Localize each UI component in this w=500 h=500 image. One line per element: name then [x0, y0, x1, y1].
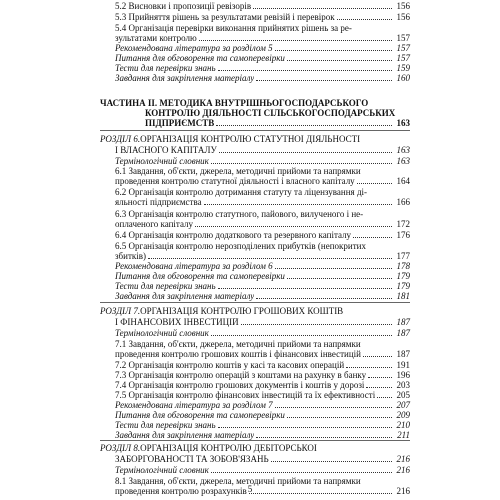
dot-leader	[218, 69, 392, 71]
toc-page-number: 178	[396, 261, 410, 271]
toc-page-number: 163	[396, 156, 410, 166]
toc-page-number: 157	[396, 33, 410, 43]
toc-entry-title: Питання для обговорення та самоперевірки	[115, 411, 285, 420]
part-heading: ЧАСТИНА II. МЕТОДИКА ВНУТРІШНЬОГОСПОДАРСЬКОГО	[100, 98, 369, 108]
toc-entry[interactable]	[115, 157, 410, 166]
chapter-title: ОРГАНІЗАЦІЯ КОНТРОЛЮ ДЕБІТОРСЬКОЇ	[140, 444, 317, 453]
toc-entry-title: 7.1 Завдання, об'єкти, джерела, методичні прийоми та напрямки	[115, 340, 361, 349]
toc-page-number: 156	[396, 1, 410, 11]
dot-leader	[377, 396, 392, 398]
toc-page-number: 159	[396, 63, 410, 73]
toc-entry-title: Термінологічний словник	[115, 466, 209, 475]
toc-entry-title: Рекомендована література за розділом 6	[115, 262, 273, 271]
toc-entry[interactable]	[115, 421, 410, 430]
chapter-heading[interactable]	[115, 146, 410, 155]
toc-entry[interactable]	[115, 64, 410, 73]
toc-entry[interactable]	[115, 431, 410, 440]
dot-leader	[253, 7, 392, 9]
toc-entry[interactable]	[115, 220, 410, 229]
toc-page-number: 187	[396, 317, 410, 327]
toc-entry-title: Тести для перевірки знань	[115, 421, 216, 430]
toc-entry-title: Завдання для закріплення матеріалу	[115, 292, 255, 301]
toc-entry[interactable]	[115, 340, 410, 349]
toc-entry[interactable]	[115, 391, 410, 400]
dot-leader	[256, 79, 392, 81]
dot-leader	[275, 406, 392, 408]
toc-entry-title: 7.4 Організація контролю грошових документів і коштів у дорозі	[115, 381, 365, 390]
chapter-label: РОЗДІЛ 8.	[100, 444, 141, 453]
toc-entry[interactable]	[115, 74, 410, 83]
dot-leader	[256, 436, 392, 438]
chapter-heading[interactable]	[100, 135, 410, 144]
toc-entry-title: зультатами контролю	[115, 34, 197, 43]
toc-page-number: 156	[396, 12, 410, 22]
toc-page-number: 176	[396, 230, 410, 240]
toc-entry[interactable]	[115, 54, 410, 63]
toc-entry[interactable]	[115, 371, 410, 380]
page-number: 5	[247, 484, 253, 494]
dot-leader	[368, 376, 392, 378]
toc-entry-title: 6.1 Завдання, об'єкти, джерела, методичні прийоми та напрямки	[115, 167, 361, 176]
toc-entry-title: Завдання для закріплення матеріалу	[115, 74, 255, 83]
dot-leader	[218, 426, 392, 428]
section-divider	[100, 130, 410, 131]
dot-leader	[204, 203, 392, 205]
chapter-heading[interactable]	[115, 318, 410, 327]
toc-entry-title: проведення контролю грошових коштів і фінансових інвестицій	[115, 350, 361, 359]
toc-page-number: 163	[396, 118, 410, 128]
toc-entry[interactable]	[115, 262, 410, 271]
dot-leader	[256, 297, 392, 299]
dot-leader	[195, 225, 392, 227]
toc-entry[interactable]	[115, 242, 410, 251]
dot-leader	[366, 386, 392, 388]
dot-leader	[211, 162, 392, 164]
toc-entry-title: Завдання для закріплення матеріалу	[115, 431, 255, 440]
toc-entry[interactable]	[115, 361, 410, 370]
toc-entry[interactable]	[115, 24, 410, 33]
toc-page-number: 203	[396, 380, 410, 390]
toc-entry[interactable]	[115, 177, 410, 186]
toc-page-number: 181	[396, 291, 410, 301]
toc-entry-title: 5.2 Висновки і пропозиції ревізорів	[115, 2, 252, 11]
toc-entry-title: збитків)	[115, 252, 147, 261]
chapter-title: І ФІНАНСОВИХ ІНВЕСТИЦІЙ	[115, 318, 239, 327]
toc-entry-title: 7.5 Організація контролю фінансових інвестицій та їх ефективності	[115, 391, 376, 400]
toc-entry[interactable]	[115, 282, 410, 291]
toc-page-number: 177	[396, 251, 410, 261]
toc-entry[interactable]	[115, 401, 410, 410]
toc-page-number: 196	[396, 370, 410, 380]
toc-page-number: 205	[396, 390, 410, 400]
toc-entry[interactable]	[115, 466, 410, 475]
toc-entry[interactable]	[115, 231, 410, 240]
toc-page-number: 163	[396, 145, 410, 155]
toc-entry[interactable]	[115, 2, 410, 11]
toc-entry-title: яльності підприємства	[115, 198, 202, 207]
dot-leader	[148, 257, 392, 259]
chapter-title: І ВЛАСНОГО КАПІТАЛУ	[115, 146, 217, 155]
toc-page-number: 179	[396, 271, 410, 281]
toc-page-number: 160	[396, 73, 410, 83]
toc-page-number: 187	[396, 328, 410, 338]
toc-entry[interactable]	[115, 188, 410, 197]
toc-entry[interactable]	[115, 252, 410, 261]
toc-entry-title: 5.4 Організація перевірки виконання прийнятих рішень за ре-	[115, 24, 352, 33]
dot-leader	[353, 236, 392, 238]
toc-entry-title: Рекомендована література за розділом 5	[115, 44, 273, 53]
dot-leader	[287, 416, 392, 418]
toc-page-number: 216	[396, 465, 410, 475]
chapter-title: ОРГАНІЗАЦІЯ КОНТРОЛЮ СТАТУТНОЇ ДІЯЛЬНОСТІ	[140, 135, 361, 144]
chapter-title: ОРГАНІЗАЦІЯ КОНТРОЛЮ ГРОШОВИХ КОШТІВ	[140, 307, 344, 316]
toc-entry-title: Тести для перевірки знань	[115, 282, 216, 291]
toc-page-number: 209	[396, 410, 410, 420]
toc-page-number: 210	[396, 420, 410, 430]
toc-page-number: 172	[396, 219, 410, 229]
dot-leader	[211, 471, 392, 473]
toc-entry[interactable]	[145, 119, 410, 128]
dot-leader	[271, 460, 392, 462]
toc-page-number: 157	[396, 43, 410, 53]
dot-leader	[199, 39, 392, 41]
dot-leader	[219, 151, 392, 153]
toc-entry-title: 8.1 Завдання, об'єкти, джерела, методичні прийоми та напрямки	[115, 477, 361, 486]
toc-page-number: 187	[396, 349, 410, 359]
toc-entry-title: 7.3 Організація контролю операцій з коштами на рахунку в банку	[115, 371, 367, 380]
section-divider	[100, 302, 410, 303]
chapter-heading[interactable]	[115, 455, 410, 464]
toc-page-number: 216	[396, 454, 410, 464]
toc-entry-title: проведення контролю розрахунків	[115, 487, 247, 496]
dot-leader	[275, 267, 392, 269]
chapter-label: РОЗДІЛ 6.	[100, 135, 141, 144]
dot-leader	[218, 287, 392, 289]
toc-entry-title: Термінологічний словник	[115, 157, 209, 166]
toc-entry[interactable]	[115, 198, 410, 207]
toc-page-number: 157	[396, 53, 410, 63]
dot-leader	[216, 124, 392, 126]
toc-entry-title: 6.4 Організація контролю додаткового та резервного капіталу	[115, 231, 352, 240]
toc-entry[interactable]	[115, 381, 410, 390]
toc-entry[interactable]	[115, 292, 410, 301]
toc-page-number: 211	[397, 430, 410, 440]
toc-entry[interactable]	[115, 272, 410, 281]
toc-page-number: 216	[396, 486, 410, 496]
toc-page-number: 191	[396, 360, 410, 370]
toc-entry-title: 6.2 Організація контролю дотримання статуту та ліцензування ді-	[115, 188, 368, 197]
chapter-label: РОЗДІЛ 7.	[100, 307, 141, 316]
toc-page-number: 179	[396, 281, 410, 291]
toc-entry-title: Питання для обговорення та самоперевірки	[115, 272, 285, 281]
part-heading: КОНТРОЛЮ ДІЯЛЬНОСТІ СІЛЬСЬКОГОСПОДАРСЬКИХ	[145, 108, 396, 118]
toc-entry[interactable]	[115, 167, 410, 176]
toc-entry-title: проведення контролю статутної діяльності і власного капіталу	[115, 177, 355, 186]
chapter-heading[interactable]	[100, 444, 410, 453]
toc-page-number: 164	[396, 176, 410, 186]
toc-entry[interactable]	[115, 411, 410, 420]
toc-entry-title: ПІДПРИЄМСТВ	[145, 119, 215, 128]
toc-entry-title: 6.5 Організація контролю нерозподілених прибутків (непокритих	[115, 242, 366, 251]
toc-entry-title: 6.3 Організація контролю статутного, пайового, вилученого і не-	[115, 210, 364, 219]
dot-leader	[357, 182, 392, 184]
dot-leader	[275, 49, 392, 51]
dot-leader	[337, 18, 392, 20]
chapter-heading[interactable]	[100, 307, 410, 316]
dot-leader	[287, 59, 392, 61]
dot-leader	[287, 277, 392, 279]
toc-entry[interactable]	[115, 329, 410, 338]
dot-leader	[211, 334, 392, 336]
toc-entry-title: 7.2 Організація контролю коштів у касі та касових операцій	[115, 361, 345, 370]
toc-page-number: 207	[396, 400, 410, 410]
dot-leader	[346, 366, 392, 368]
toc-entry-title: Термінологічний словник	[115, 329, 209, 338]
toc-entry-title: Тести для перевірки знань	[115, 64, 216, 73]
toc-entry[interactable]	[115, 350, 410, 359]
toc-entry-title: 5.3 Прийняття рішень за результатами ревізій і перевірок	[115, 13, 335, 22]
toc-entry[interactable]	[115, 34, 410, 43]
section-divider	[100, 440, 410, 441]
toc-entry-title: Питання для обговорення та самоперевірки	[115, 54, 285, 63]
toc-entry-title: оплаченого капіталу	[115, 220, 194, 229]
toc-page-number: 166	[396, 197, 410, 207]
dot-leader	[241, 323, 392, 325]
chapter-title: ЗАБОРГОВАНОСТІ ТА ЗОБОВ'ЯЗАНЬ	[115, 455, 269, 464]
toc-entry[interactable]	[115, 210, 410, 219]
toc-entry-title: Рекомендована література за розділом 7	[115, 401, 273, 410]
toc-entry[interactable]	[115, 13, 410, 22]
toc-entry[interactable]	[115, 44, 410, 53]
dot-leader	[363, 355, 392, 357]
